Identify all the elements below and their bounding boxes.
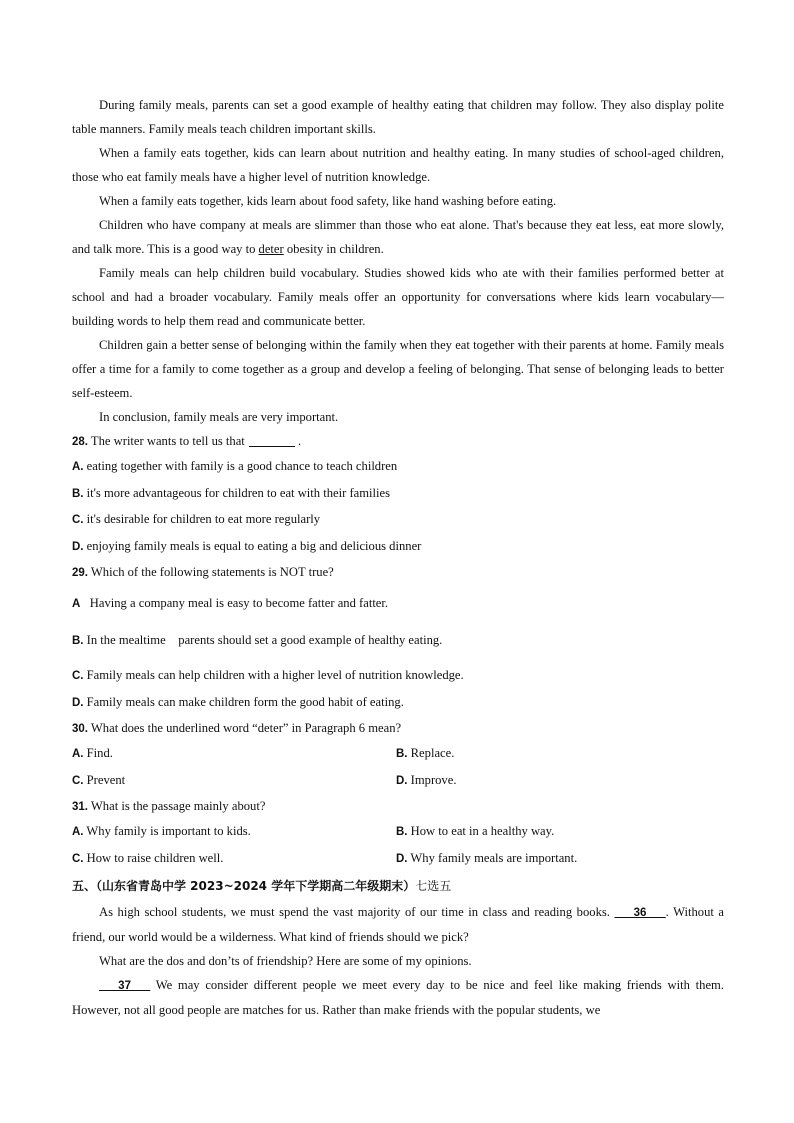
option-letter: D. [396,774,408,787]
option-text: Family meals can make children form the good habit of eating. [86,694,404,709]
question-stem: What is the passage mainly about? [90,799,266,813]
question-number: 29. [72,567,88,579]
question-29 [72,560,724,585]
s5p1-text-after: . Without a friend, our world would be a wilderness. What kind of friends should we pick? [72,905,725,944]
option-letter: B. [72,635,84,647]
section-heading-tail: 七选五 [415,879,452,893]
option-letter: D. [72,540,84,553]
passage-paragraph-2: When a family eats together, kids can learn about nutrition and healthy eating. In many studies of school-aged children, those who eat family meals have a higher level of nutrition knowledge. [72,146,724,184]
s5p1-text-before: As high school students, we must spend the vast majority of our time in class and reading books. [99,905,615,919]
question-number: 31. [72,801,88,813]
section5-paragraph-3 [72,973,724,1022]
question-number: 28. [72,436,88,448]
passage-paragraph-6: Children gain a better sense of belonging within the family when they eat together with their parents at home. Family meals offer a time for a family to come together as a group and develop a feeling of belonging. That sense of belonging leads to better self-esteem. [72,338,724,400]
options-row-30-ab [72,741,724,768]
options-row-31-cd [72,846,724,873]
option-text: Improve. [410,772,457,787]
option-31-b [396,819,720,846]
question-stem-tail: . [297,434,302,448]
option-29-b [72,618,724,663]
option-letter: A. [72,826,84,838]
option-text: eating together with family is a good chance to teach children [86,459,398,473]
option-text: Having a company meal is easy to become fatter and fatter. [89,596,389,610]
options-row-31-ab [72,819,724,846]
question-stem: The writer wants to tell us that [90,434,245,448]
option-30-c [72,768,396,795]
blank-37: ___37___ [99,980,151,992]
option-letter: D. [396,852,408,865]
option-30-d [396,768,720,795]
option-letter: A [72,598,81,610]
p4-text-after: obesity in children. [283,242,384,256]
question-number: 30. [72,723,88,735]
s5p3-text-after: We may consider different people we meet every day to be nice and feel like making friends with them. However, not all good people are matches for us. Rather than make friends with the popular students, we [72,978,724,1017]
passage-paragraph-5: Family meals can help children build vocabulary. Studies showed kids who ate with their families performed better at school and had a broader vocabulary. Family meals offer an opportunity for conversations where kids learn vocabulary—building words to help them read and communicate better. [72,266,724,328]
option-text: Why family is important to kids. [86,824,251,838]
passage-paragraph-4 [72,213,724,261]
passage-paragraph-7: In conclusion, family meals are very important. [99,410,339,424]
option-28-a [72,454,724,481]
option-text: Why family meals are important. [410,850,578,865]
section5-paragraph-1 [72,900,724,949]
option-text: How to raise children well. [86,850,224,865]
option-30-a [72,741,396,768]
options-row-30-cd [72,768,724,795]
question-30 [72,716,724,741]
p4-text-before: Children who have company at meals are slimmer than those who eat alone. That's because they eat less, eat more slowly, and talk more. This is a good way to [72,218,724,256]
passage-paragraph-1: During family meals, parents can set a good example of healthy eating that children may follow. They also display polite table manners. Family meals teach children important skills. [72,98,724,136]
option-letter: B. [396,748,408,760]
option-text: How to eat in a healthy way. [410,824,555,838]
option-28-c [72,507,724,534]
option-letter: C. [72,670,84,682]
option-text: Replace. [410,746,455,760]
option-28-d [72,534,724,561]
option-30-b [396,741,720,768]
option-31-a [72,819,396,846]
option-31-d [396,846,720,873]
section-heading-text: 五、（山东省青岛中学 2023~2024 学年下学期高二年级期末） [72,879,416,893]
option-letter: C. [72,852,84,865]
option-text: Family meals can help children with a higher level of nutrition knowledge. [86,668,464,682]
option-28-b [72,481,724,508]
option-letter: B. [396,826,408,838]
option-29-d [72,690,724,717]
option-text: it's more advantageous for children to eat with their families [86,485,391,500]
option-text: enjoying family meals is equal to eating a big and delicious dinner [86,538,422,553]
question-31 [72,794,724,819]
option-29-a [72,589,724,618]
question-28 [72,429,724,454]
option-letter: D. [72,696,84,709]
option-letter: A. [72,461,84,473]
option-31-c [72,846,396,873]
option-29-c [72,663,724,690]
option-letter: B. [72,487,84,500]
option-text: Prevent [86,772,126,787]
passage-paragraph-3: When a family eats together, kids learn about food safety, like hand washing before eating. [99,194,557,208]
underlined-word-deter: deter [258,242,284,256]
answer-blank [249,433,295,447]
question-stem: What does the underlined word “deter” in Paragraph 6 mean? [90,721,402,735]
question-stem: Which of the following statements is NOT true? [90,565,334,579]
option-text-continued: parents should set a good example of healthy eating. [178,633,443,647]
section-heading [72,872,724,900]
section5-paragraph-2: What are the dos and don’ts of friendship? Here are some of my opinions. [99,954,472,968]
option-letter: A. [72,748,84,760]
blank-36: ___36___ [614,907,666,919]
option-letter: C. [72,514,84,526]
option-letter: C. [72,774,84,787]
document-page [72,93,724,1022]
option-text: it's desirable for children to eat more regularly [86,512,321,526]
option-text: Find. [86,746,113,760]
option-text: In the mealtime [86,633,166,647]
